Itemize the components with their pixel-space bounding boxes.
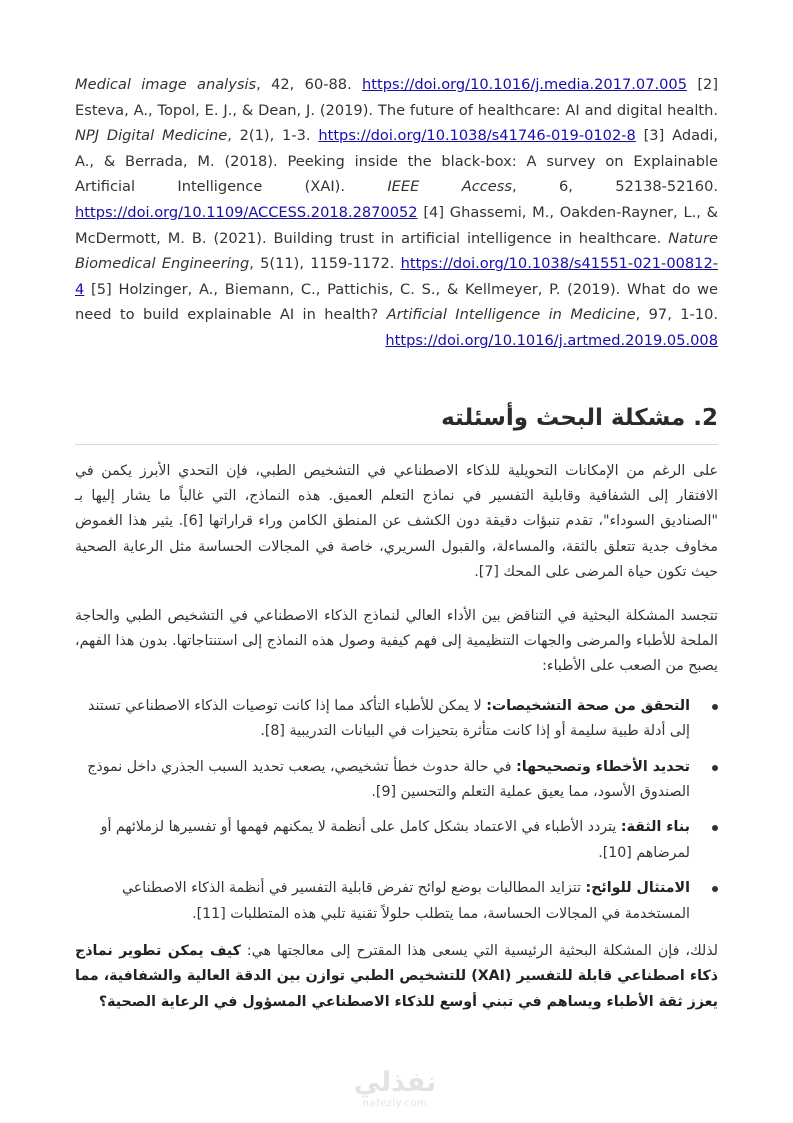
research-question-paragraph (75, 939, 718, 1015)
ref-journal: Medical image analysis (75, 76, 257, 93)
list-item (75, 876, 718, 927)
ref-number: [3] (635, 127, 673, 145)
ref-text: , 5(11), 1159-1172. (249, 255, 401, 273)
ref-journal: NPJ Digital Medicine (75, 127, 228, 145)
doi-link[interactable]: https://doi.org/10.1038/s41746-019-0102-8 (318, 127, 636, 145)
bullet-icon (712, 886, 718, 892)
item-text: يتردد الأطباء في الاعتماد بشكل كامل على أنظمة لا يمكنهم فهمها أو تفسيرها لزملائهم أو لمرضاهم [10]. (100, 819, 690, 861)
ref-text: , 2(1), 1-3. (227, 127, 319, 145)
document-page (75, 72, 718, 1029)
doi-link[interactable]: https://doi.org/10.1016/j.artmed.2019.05.008 (385, 331, 718, 349)
list-item (75, 815, 718, 866)
ref-text: Holzinger, A., Biemann, C., Pattichis, C. S., & Kellmeyer, P. (2019). What do we need to build explainable AI in health? (75, 280, 718, 324)
doi-link[interactable]: https://doi.org/10.1016/j.media.2017.07.005 (362, 76, 687, 93)
nafezly-watermark-logo (340, 1068, 450, 1110)
ref-journal: Nature Biomedical Engineering (75, 229, 718, 273)
ref-text: Ghassemi, M., Oakden-Rayner, L., & McDermott, M. B. (2021). Building trust in artificial intelligence in healthcare. (75, 203, 718, 247)
research-question-lead: لذلك، فإن المشكلة البحثية الرئيسية التي يسعى هذا المقترح إلى معالجتها هي: (240, 943, 719, 960)
watermark-arabic: نفذلي (353, 1067, 437, 1098)
research-question: كيف يمكن تطوير نماذج ذكاء اصطناعي قابلة للتفسير (XAI) للتشخيص الطبي توازن بين الدقة العالية والشفافية، مما يعزز ثقة الأطباء ويساهم في تبني أوسع للذكاء الاصطناعي المسؤول في الرعاية الصحية؟ (75, 943, 718, 1010)
doi-link[interactable]: https://doi.org/10.1038/s41551-021-00812-4 (75, 255, 719, 298)
ref-journal: IEEE Access (387, 178, 512, 196)
list-item (75, 755, 718, 806)
item-title: بناء الثقة: (620, 819, 690, 836)
item-title: الامتثال للوائح: (585, 880, 690, 897)
ref-number: [2] (687, 76, 719, 93)
issues-list (75, 694, 718, 927)
doi-link[interactable]: https://doi.org/10.1109/ACCESS.2018.2870052 (75, 203, 418, 221)
watermark-latin: nafezly.com (362, 1098, 428, 1109)
section-heading: 2. مشكلة البحث وأسئلته (75, 400, 718, 445)
problem-paragraph-2: تتجسد المشكلة البحثية في التناقض بين الأداء العالي لنماذج الذكاء الاصطناعي في التشخيص الطبي والحاجة الملحة للأطباء والمرضى والجهات التنظيمية إلى فهم كيفية وصول هذه النماذج إلى استنتاجاتها. بدون هذا الفهم، يصبح من الصعب على الأطباء: (75, 607, 718, 675)
item-title: تحديد الأخطاء وتصحيحها: (516, 758, 690, 775)
ref-text: Esteva, A., Topol, E. J., & Dean, J. (2019). The future of healthcare: AI and digital health. (75, 101, 718, 119)
references-block (75, 72, 718, 354)
ref-text: , 97, 1-10. (635, 306, 719, 324)
problem-paragraph-1: على الرغم من الإمكانات التحويلية للذكاء الاصطناعي في التشخيص الطبي، فإن التحدي الأبرز يكمن في الافتقار إلى الشفافية وقابلية التفسير في نماذج التعلم العميق. هذه النماذج، التي غالباً ما يشار إليها بـ "الصناديق السوداء"، تقدم تنبؤات دقيقة دون الكشف عن المنطق الكامن وراء قراراتها [6]. يثير هذا الغموض مخاوف جدية تتعلق بالثقة، والمساءلة، والقبول السريري، خاصة في المجالات الحساسة مثل الرعاية الصحية حيث تكون حياة المرضى على المحك [7]. (75, 462, 719, 581)
ref-text: , 6, 52138-52160. (511, 178, 718, 196)
item-text: في حالة حدوث خطأ تشخيصي، يصعب تحديد السبب الجذري داخل نموذج الصندوق الأسود، مما يعيق عملية التعلم والتحسين [9]. (87, 758, 690, 800)
list-item (75, 694, 718, 745)
item-title: التحقق من صحة التشخيصات: (486, 697, 690, 714)
item-text: لا يمكن للأطباء التأكد مما إذا كانت توصيات الذكاء الاصطناعي تستند إلى أدلة طبية سليمة أو إذا كانت متأثرة بتحيزات في البيانات التدريبية [8]. (88, 697, 690, 740)
bullet-icon (712, 704, 718, 710)
item-text: تتزايد المطالبات بوضع لوائح تفرض قابلية التفسير في أنظمة الذكاء الاصطناعي المستخدمة في المجالات الحساسة، مما يتطلب حلولاً تقنية تلبي هذه المتطلبات [11]. (121, 880, 690, 922)
bullet-icon (712, 765, 718, 771)
ref-number: [5] (84, 280, 119, 298)
bullet-icon (712, 825, 718, 831)
ref-text: Adadi, A., & Berrada, M. (2018). Peeking inside the black-box: A survey on Explainable Artificial Intelligence (XAI). (75, 127, 718, 196)
ref-journal: Artificial Intelligence in Medicine (386, 306, 636, 324)
ref-text: , 42, 60-88. (256, 76, 363, 93)
ref-number: [4] (417, 203, 450, 221)
